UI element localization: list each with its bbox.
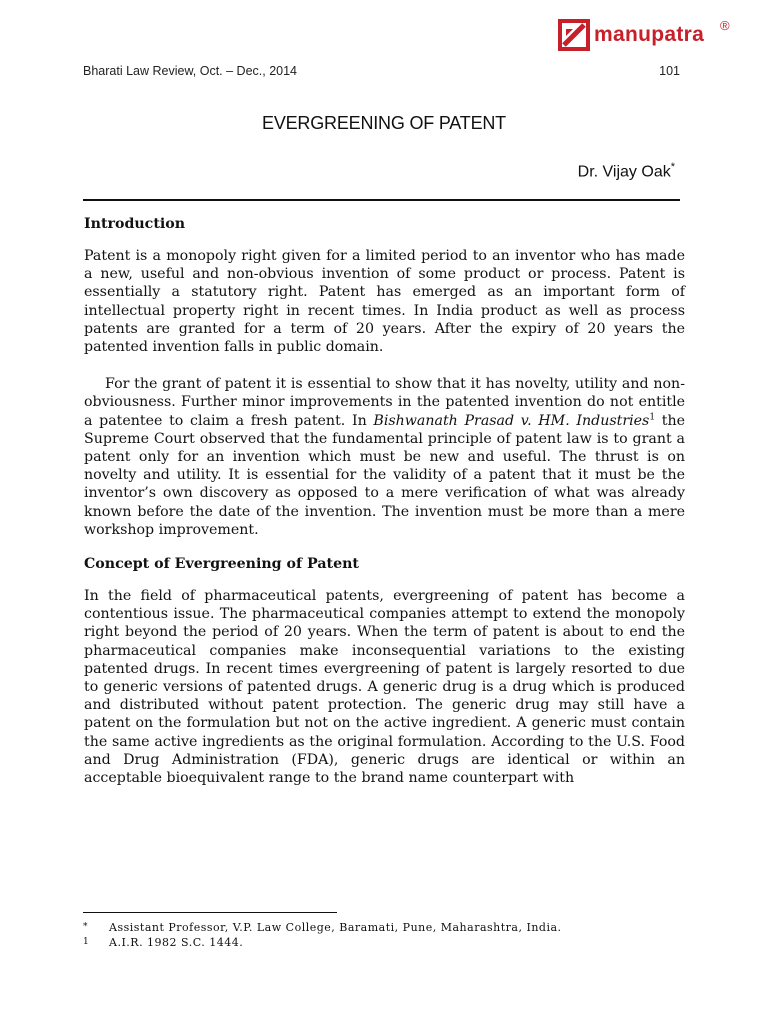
title-divider: [83, 199, 680, 201]
author-name: Dr. Vijay Oak: [577, 163, 671, 181]
author-footnote-mark: *: [670, 161, 675, 173]
brand-name: manupatra: [594, 23, 705, 46]
section-heading-concept: Concept of Evergreening of Patent: [84, 556, 359, 573]
footnote-mark: 1: [83, 937, 90, 947]
footnote-text: A.I.R. 1982 S.C. 1444.: [109, 936, 244, 949]
footnote: [83, 935, 683, 950]
footnote: [83, 920, 683, 935]
footnote-ref: 1: [649, 411, 656, 422]
section-heading-introduction: Introduction: [84, 216, 186, 232]
body-paragraph: In the field of pharmaceutical patents, evergreening of patent has become a contentious issue. The pharmaceutical companies attempt to extend the monopoly right beyond the period of 20 years. When the term of patent is about to end the pharmaceutical companies make inconsequential variations to the existing patented drugs. In recent times evergreening of patent is largely resorted to due to generic versions of patented drugs. A generic drug is a drug which is produced and distributed without patent protection. The generic drug may still have a patent on the formulation but not on the active ingredient. A generic must contain the same active ingredients as the original formulation. According to the U.S. Food and Drug Administration (FDA), generic drugs are identical or within an acceptable bioequivalent range to the brand name counterpart with: [84, 588, 685, 787]
case-name: Bishwanath Prasad v. HM. Industries: [373, 412, 650, 429]
author-line: [578, 161, 675, 181]
article-title: EVERGREENING OF PATENT: [262, 113, 506, 133]
article-body: [84, 213, 685, 787]
para-text: the Supreme Court observed that the fundamental principle of patent law is to grant a patent only for an invention which must be new and useful. The thrust is on novelty and utility. It is essential for the validity of a patent that it must be the inventor’s own discovery as opposed to a mere verification of what was already known before the date of the invention. The invention must be more than a mere workshop improvement.: [84, 412, 685, 538]
footnotes: [83, 920, 683, 950]
manupatra-logo-icon: [558, 19, 590, 51]
footnote-divider: [83, 912, 337, 913]
page-number: 101: [659, 64, 680, 78]
manupatra-logo[interactable]: [558, 18, 704, 52]
journal-name: Bharati Law Review, Oct. – Dec., 2014: [83, 64, 297, 78]
running-head: [83, 64, 680, 78]
footnote-mark: *: [83, 922, 88, 932]
body-paragraph-case: [84, 375, 685, 539]
body-paragraph: Patent is a monopoly right given for a limited period to an inventor who has made a new, useful and non-obvious invention of some product or process. Patent is essentially a statutory right. Patent has emerged as an important form of intellectual property right in recent times. In India product as well as process patents are granted for a term of 20 years. After the expiry of 20 years the patented invention falls in public domain.: [84, 248, 685, 356]
para-text: For the grant of patent it is essential to show that it has novelty, utility and non-obviousness. Further minor improvements in the patented invention do not entitle a patentee to claim a fresh patent. In: [84, 376, 685, 429]
registered-mark: ®: [720, 18, 730, 33]
footnote-text: Assistant Professor, V.P. Law College, Baramati, Pune, Maharashtra, India.: [109, 921, 562, 934]
